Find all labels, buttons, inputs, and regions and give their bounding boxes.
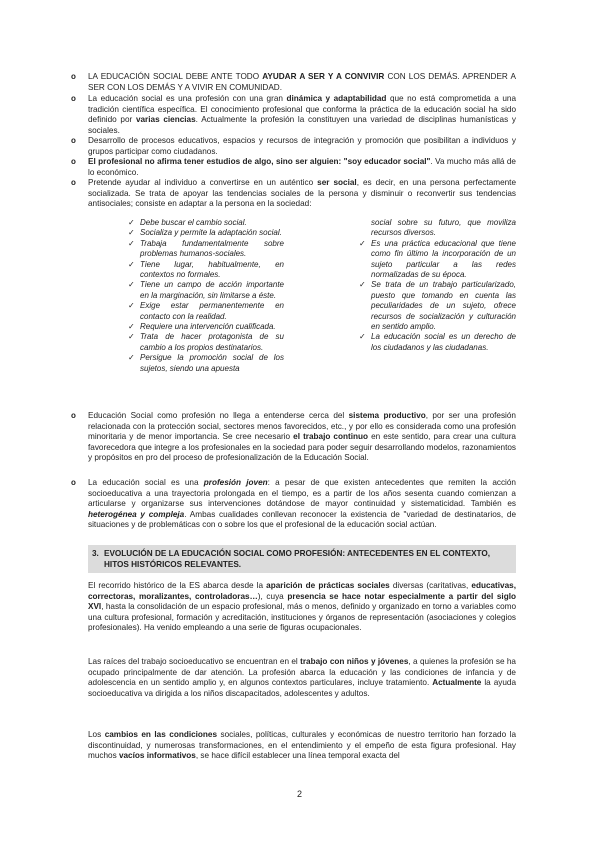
bullet-marker: o: [71, 157, 76, 166]
bullet-marker: o: [71, 178, 76, 187]
check-icon: ✓: [359, 332, 366, 342]
bullet-marker: o: [71, 478, 76, 487]
checklist-item: ✓ Es una práctica educacional que tiene como fin último la incorporación de un sujeto particular a las redes normalizadas de su época.: [359, 238, 516, 280]
checklist-right: [359, 218, 516, 353]
checklist-continuation: social sobre su futuro, que moviliza recursos diversos.: [371, 218, 516, 238]
check-icon: ✓: [128, 301, 135, 311]
bullet-item: [71, 94, 516, 136]
checklist-item: ✓ Se trata de un trabajo particularizado, puesto que tomando en cuenta las peculiaridades de un sujeto, ofrece recursos de socialización y culturación en sentido amplio.: [359, 280, 516, 332]
check-icon: ✓: [128, 259, 135, 269]
checklist-item: ✓ Requiere una intervención cualificada.: [128, 322, 276, 332]
bullet-item: [71, 136, 516, 157]
bullet-text: La educación social es una profesión joven: a pesar de que existen antecedentes que remiten la acción socioeducativa a una trayectoria prolongada en el tiempo, es a partir de los años sesenta cuando comienzan a articularse y organizarse sus intervenciones dotándose de mayor continuidad y sistematicidad. También es heterogénea y compleja. Ambas cualidades conllevan reconocer la existencia de "variedad de destinatarios, de situaciones y de problemáticas con o sobre los que el profesional de la educación social actúan.: [88, 478, 517, 530]
bullet-marker: o: [71, 94, 76, 103]
checklist-item: ✓ La educación social es un derecho de los ciudadanos y las ciudadanas.: [359, 332, 516, 352]
check-icon: ✓: [128, 280, 135, 290]
bullet-text: Desarrollo de procesos educativos, espacios y recursos de integración y promoción que posibilitan a individuos y grupos participar como ciudadanos.: [88, 136, 516, 156]
checklist-item: ✓ Socializa y permite la adaptación social.: [128, 228, 282, 238]
bullet-text: El profesional no afirma tener estudios de algo, sino ser alguien: "soy educador social". Va mucho más allá de lo económico.: [88, 157, 516, 177]
bullet-item: [71, 178, 517, 210]
bullet-item: [71, 157, 516, 178]
bullet-text: LA EDUCACIÓN SOCIAL DEBE ANTE TODO AYUDAR A SER Y A CONVIVIR CON LOS DEMÁS. APRENDER A SER CON LOS DEMÁS Y A VIVIR EN COMUNIDAD.: [88, 72, 516, 92]
section-title: EVOLUCIÓN DE LA EDUCACIÓN SOCIAL COMO PROFESIÓN: ANTECEDENTES EN EL CONTEXTO, HITOS HISTÓRICOS RELEVANTES.: [104, 549, 491, 569]
checklist-item: ✓ Trata de hacer protagonista de su cambio a los propios destinatarios.: [128, 332, 284, 352]
check-icon: ✓: [359, 238, 366, 248]
bullet-text: Pretende ayudar al individuo a convertirse en un auténtico ser social, es decir, en una persona perfectamente socializada. Se trata de apoyar las tendencias sociales de la persona y disminuir o reconvertir sus tendencias antisociales; consiste en adaptar a la persona en la sociedad:: [88, 178, 517, 209]
paragraph: El recorrido histórico de la ES abarca desde la aparición de prácticas sociales diversas (caritativas, educativas, correctoras, moralizantes, controladoras…), cuya presencia se hace notar especialmente a partir del siglo XVI, hasta la consolidación de un espacio profesional, más o menos, definido y organizado en torno a variables como una cultura profesional, formación y acreditación, instituciones y órganos de representación (asociaciones y colegios profesionales). Ha venido empleando a una serie de figuras ocupacionales.: [88, 581, 516, 633]
bullet-item: [71, 72, 516, 93]
paragraph: Las raíces del trabajo socioeducativo se encuentran en el trabajo con niños y jóvenes, a quienes la profesión se ha ocupado principalmente de dar atención. La profesión abarca la educación y las condiciones de infancia y de adolescencia en un sentido amplio y, en algunos contextos particulares, incluye tratamiento. Actualmente la ayuda socioeducativa va dirigida a los niños discapacitados, adolescentes y adultos.: [88, 657, 517, 698]
check-icon: ✓: [359, 280, 366, 290]
checklist-item: ✓ Debe buscar el cambio social.: [128, 218, 247, 227]
bullet-text: Educación Social como profesión no llega a entenderse cerca del sistema productivo, por ser una profesión relacionada con la protección social, sectores menos favorecidos, etc., y por ello es considerada como una profesión minoritaria y de menor importancia. Se cree necesario el trabajo continuo en este sentido, para crear una cultura favorecedora que integre a los profesionales en la sociedad para poder seguir desarrollando modelos, razonamientos y propósitos en pro del proceso de profesionalización de la Educación Social.: [88, 411, 516, 463]
bullet-marker: o: [71, 411, 76, 420]
bullet-item: [71, 478, 517, 531]
checklist-item: ✓ Tiene lugar, habitualmente, en contextos no formales.: [128, 259, 284, 280]
bullet-text: La educación social es una profesión con una gran dinámica y adaptabilidad que no está comprometida a una tradición científica específica. El conocimiento profesional que conforma la práctica de la educación social ha sido definido por varias ciencias. Actualmente la profesión la constituyen una variedad de disciplinas humanísticas y sociales.: [88, 94, 516, 135]
check-icon: ✓: [128, 353, 135, 363]
check-icon: ✓: [128, 238, 135, 248]
checklist-left: [128, 218, 284, 374]
section-number: 3.: [92, 549, 99, 558]
page-number: 2: [296, 789, 302, 799]
check-icon: ✓: [128, 322, 135, 332]
check-icon: ✓: [128, 228, 135, 238]
bullet-marker: o: [71, 136, 76, 145]
bullet-item: [71, 411, 516, 464]
paragraph: Los cambios en las condiciones sociales, políticas, culturales y económicas de nuestro territorio han forzado la discontinuidad, y numerosas transformaciones, en el entendimiento y el empeño de esta figura profesional. Hay muchos vacíos informativos, se hace difícil establecer una línea temporal exacta del: [88, 730, 517, 761]
checklist-item: ✓ Exige estar permanentemente en contacto con la realidad.: [128, 301, 284, 321]
checklist-item: ✓ Persigue la promoción social de los sujetos, siendo una apuesta: [128, 353, 284, 373]
checklist-item: ✓ Trabaja fundamentalmente sobre problemas humanos-sociales.: [128, 238, 284, 259]
section-heading: [88, 545, 516, 573]
check-icon: ✓: [128, 218, 135, 227]
bullet-marker: o: [71, 72, 76, 81]
checklist-item: ✓ Tiene un campo de acción importante en la marginación, sin limitarse a éste.: [128, 280, 284, 300]
check-icon: ✓: [128, 332, 135, 342]
